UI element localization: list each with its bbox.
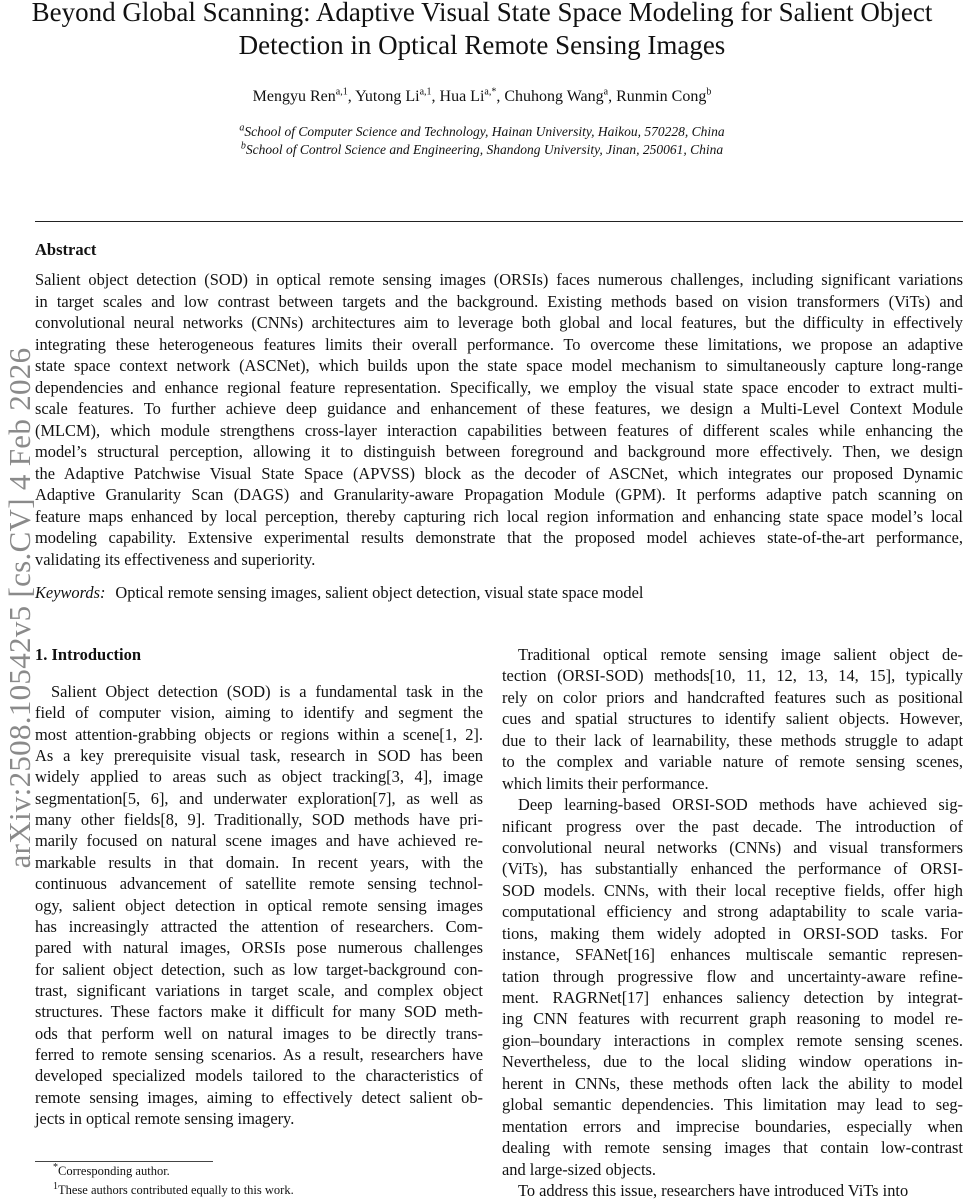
title-line: Beyond Global Scanning: Adaptive Visual State Space Modeling for Salient Object: [31, 0, 933, 27]
text-line: mentation errors and imprecise boundaries, especially when: [502, 1116, 963, 1136]
text-line: due to their lack of learnability, these methods struggle to adapt: [502, 730, 963, 750]
text-line: pared with natural images, ORSIs pose numerous challenges: [35, 938, 483, 958]
text-line: rely on color priors and handcrafted features such as positional: [502, 687, 963, 707]
author-affiliation-mark: b: [706, 86, 712, 98]
footnote-text: Corresponding author.: [58, 1164, 170, 1178]
footnote-text: These authors contributed equally to this work.: [58, 1183, 294, 1197]
affiliation-text: School of Computer Science and Technology, Hainan University, Haikou, 570228, China: [244, 124, 725, 139]
text-line: instance, SFANet[16] enhances multiscale semantic represen-: [502, 945, 963, 965]
text-line: many other fields[8, 9]. Traditionally, SOD methods have pri-: [35, 810, 483, 830]
text-line: tation through progressive flow and uncertainty-aware refine-: [502, 966, 963, 986]
author-affiliation-mark: a,1: [419, 86, 432, 98]
text-line: structures. These factors make it difficult for many SOD meth-: [35, 1002, 483, 1022]
text-line: tions, making them widely adopted in ORSI-SOD tasks. For: [502, 923, 963, 943]
text-line: for salient object detection, such as low target-background con-: [35, 959, 483, 979]
paper-title: [0, 0, 964, 62]
text-line: feature maps enhanced by local perception, thereby capturing rich local region information and enhancing state space model’s local: [35, 506, 963, 526]
text-line: widely applied to areas such as object tracking[3, 4], image: [35, 767, 483, 787]
text-line: dependencies and enhance regional feature representation. Specifically, we employ the visual state space encoder to extract multi-: [35, 377, 963, 397]
author: Chuhong Wang$^a$: [504, 86, 609, 105]
text-line: ing CNN features with recurrent graph reasoning to model re-: [502, 1009, 963, 1029]
text-line: and large-sized objects.: [502, 1159, 656, 1179]
text-line: to the complex and variable nature of remote sensing scenes,: [502, 752, 963, 772]
text-line: developed specialized models tailored to the characteristics of: [35, 1066, 483, 1086]
affiliation-mark: a: [239, 122, 245, 134]
text-line: convolutional neural networks (CNNs) architectures aim to leverage both global and local features, but the difficulty in effectively: [35, 313, 963, 332]
keywords-text: Optical remote sensing images, salient object detection, visual state space model: [115, 583, 644, 602]
text-line: most attention-grabbing objects or regions within a scene[1, 2].: [35, 724, 483, 744]
footnote-mark: *: [53, 1161, 58, 1173]
text-line: cues and spatial structures to identify salient objects. However,: [502, 709, 963, 729]
footnote-corresponding: [53, 1161, 170, 1179]
text-line: ods that perform well on natural images to be directly trans-: [35, 1023, 483, 1043]
affiliation-text: School of Control Science and Engineering, Shandong University, Jinan, 250061, China: [245, 142, 724, 157]
text-line: SOD models. CNNs, with their local receptive fields, offer high: [502, 880, 963, 900]
text-line: Salient Object detection (SOD) is a fundamental task in the: [51, 682, 483, 701]
text-line: global semantic dependencies. This limitation may lead to seg-: [502, 1095, 963, 1115]
text-line: marily focused on natural scene images and have achieved re-: [35, 831, 483, 851]
text-line: computational efficiency and strong adaptability to scale varia-: [502, 902, 963, 922]
affiliation-a: [0, 124, 964, 140]
text-line: As a key prerequisite visual task, research in SOD has been: [35, 746, 483, 766]
section-heading-introduction: 1. Introduction: [35, 645, 142, 664]
footnote-rule: [35, 1161, 213, 1162]
text-line: remote sensing images, aiming to effectively detect salient ob-: [35, 1087, 483, 1107]
text-line: validating its effectiveness and superiority.: [35, 549, 316, 569]
text-line: model’s structural perception, allowing it to distinguish between foreground and background more effectively. Then, we design: [35, 442, 963, 461]
text-line: Traditional optical remote sensing image salient object de-: [518, 645, 963, 664]
author-affiliation-mark: a,*: [484, 86, 497, 98]
text-line: trast, significant variations in target scale, and complex object: [35, 980, 483, 1000]
text-line: (ViTs), has substantially enhanced the performance of ORSI-: [502, 859, 963, 879]
text-line: scale features. To further achieve deep guidance and enhancement of these features, we design a Multi-Level Context Module: [35, 399, 963, 418]
text-line: gion–boundary interactions in complex remote sensing scenes.: [502, 1030, 963, 1050]
text-line: markable results in that domain. In recent years, with the: [35, 852, 483, 872]
text-line: dealing with remote sensing images that contain low-contrast: [502, 1138, 963, 1158]
author: Mengyu Ren$^{a,1}$: [252, 86, 348, 105]
text-line: continuous advancement of satellite remote sensing technol-: [35, 874, 483, 894]
text-line: segmentation[5, 6], and underwater exploration[7], as well as: [35, 788, 483, 808]
affiliation-b: [0, 142, 964, 158]
keywords-label: Keywords:: [35, 583, 106, 602]
text-line: Adaptive Granularity Scan (DAGS) and Granularity-aware Propagation Module (GPM). It performs adaptive patch scanning on: [35, 485, 963, 504]
text-line: ment. RAGRNet[17] enhances saliency detection by integrat-: [502, 988, 963, 1008]
text-line: Nevertheless, due to the local sliding window operations in-: [502, 1052, 963, 1072]
text-line: herent in CNNs, these methods often lack the ability to model: [502, 1073, 963, 1093]
text-line: ferred to remote sensing scenarios. As a result, researchers have: [35, 1044, 483, 1064]
arxiv-identifier: arXiv:2508.10542v5 [cs.CV] 4 Feb 2026: [2, 347, 37, 869]
header-rule: [35, 221, 963, 222]
author: Hua $Li^{a,*}$: [439, 86, 497, 105]
text-line: Deep learning-based ORSI-SOD methods have achieved sig-: [518, 795, 963, 815]
text-line: in target scales and low contrast between targets and the background. Existing methods based on vision transformers (ViTs) and: [35, 291, 963, 311]
text-line: integrating these heterogeneous features limits their overall performance. To overcome these limitations, we propose an adaptive: [35, 334, 963, 354]
text-line: modeling capability. Extensive experimental results demonstrate that the proposed model achieves state-of-the-art performance,: [35, 528, 963, 547]
text-line: convolutional neural networks (CNNs) and visual transformers: [502, 837, 963, 857]
author-affiliation-mark: a,1: [335, 86, 348, 98]
keywords: [35, 583, 643, 603]
text-line: tection (ORSI-SOD) methods[10, 11, 12, 13, 14, 15], typically: [502, 666, 963, 686]
author: Yutong Li$^{a,1}$: [355, 86, 432, 105]
author-list: Mengyu Ren$^{a,1}$, Yutong Li$^{a,1}$, Hua $Li^{a,*}$, Chuhong Wang$^a$, Runmin Cong$^b$: [252, 86, 712, 105]
title-line: Detection in Optical Remote Sensing Images: [238, 30, 726, 60]
author-affiliation-mark: a: [603, 86, 609, 98]
affiliation-mark: b: [240, 140, 246, 152]
text-line: jects in optical remote sensing imagery.: [35, 1109, 295, 1128]
text-line: field of computer vision, aiming to identify and segment the: [35, 703, 483, 723]
text-line: To address this issue, researchers have introduced ViTs into: [518, 1181, 909, 1200]
author: Runmin Cong$^b$: [616, 86, 712, 105]
abstract-heading: Abstract: [35, 240, 97, 259]
text-line: state space context network (ASCNet), which builds upon the state space model mechanism to simultaneously capture long-range: [35, 356, 963, 375]
text-line: ogy, salient object detection in optical remote sensing images: [35, 895, 483, 915]
footnote-equal-contribution: [53, 1180, 294, 1198]
text-line: (MLCM), which module strengthens cross-layer interaction capabilities between features of different scales while enhancing the: [35, 420, 963, 440]
footnote-mark: 1: [53, 1180, 58, 1192]
text-line: Salient object detection (SOD) in optical remote sensing images (ORSIs) faces numerous challenges, including significant variations: [35, 270, 963, 289]
text-line: has increasingly attracted the attention of researchers. Com-: [35, 916, 483, 936]
text-line: nificant progress over the past decade. The introduction of: [502, 816, 963, 836]
text-line: which limits their performance.: [502, 773, 709, 793]
text-line: the Adaptive Patchwise Visual State Space (APVSS) block as the decoder of ASCNet, which integrates our proposed Dynamic: [35, 463, 963, 483]
